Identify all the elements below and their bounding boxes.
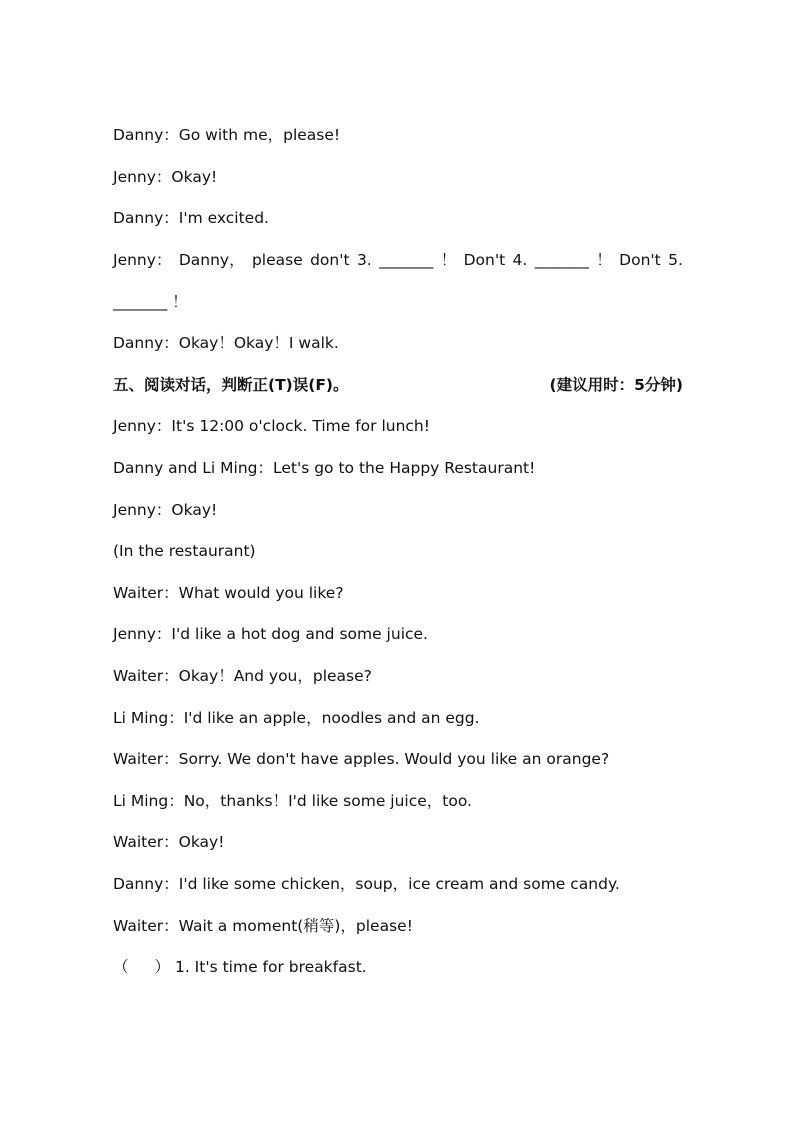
dialogue-line: Waiter：Sorry. We don't have apples. Would you like an orange? [113,750,610,768]
word: ！ [596,251,612,269]
word: ！ [440,251,457,269]
dialogue-line: Jenny：I'd like a hot dog and some juice. [113,625,428,643]
dialogue-line: Jenny：It's 12:00 o'clock. Time for lunch! [113,417,430,435]
word: Don't [619,251,661,269]
dialogue-line: Waiter：Okay! [113,833,225,851]
dialogue-line: Danny：Okay！Okay！I walk. [113,334,339,352]
dialogue-line: Waiter：Okay！And you，please? [113,667,372,685]
word: Danny， [178,251,245,269]
word: please [251,251,303,269]
stage-direction: (In the restaurant) [113,542,256,560]
dialogue-line: Jenny：Okay! [113,168,218,186]
word: don't [310,251,350,269]
blank-number-3: 3. [356,251,372,269]
dialogue-line: Li Ming：No，thanks！I'd like some juice，too. [113,792,472,810]
dialogue-line: Danny and Li Ming：Let's go to the Happy Restaurant! [113,459,536,477]
dialogue-line: Danny：Go with me，please! [113,126,341,144]
question-text: 1. It's time for breakfast. [174,958,367,976]
blank-3: _______ [379,251,434,269]
dialogue-line: Li Ming：I'd like an apple，noodles and an egg. [113,709,480,727]
dialogue-line: Danny：I'd like some chicken，soup，ice cream and some candy. [113,875,620,893]
word: Don't [463,251,506,269]
answer-bracket-open: （ [113,958,129,976]
blank-4: _______ [534,251,589,269]
time-hint: (建议用时：5分钟) [549,376,683,394]
blank-5-line: _______ ！ [113,293,188,311]
section-title: 五、阅读对话，判断正(T)误(F)。 [113,376,349,394]
question-1 [113,957,683,977]
dialogue-line: Waiter：Wait a moment(稍等)，please! [113,917,413,935]
dialogue-line: Waiter：What would you like? [113,584,344,602]
section-heading [113,375,683,395]
speaker-jenny: Jenny： [113,251,172,269]
blank-number-4: 4. [512,251,528,269]
dialogue-line: Danny：I'm excited. [113,209,269,227]
fill-blank-line [113,250,683,270]
answer-bracket-close: ） [154,958,171,976]
blank-number-5: 5. [668,251,683,269]
dialogue-line: Jenny：Okay! [113,501,218,519]
